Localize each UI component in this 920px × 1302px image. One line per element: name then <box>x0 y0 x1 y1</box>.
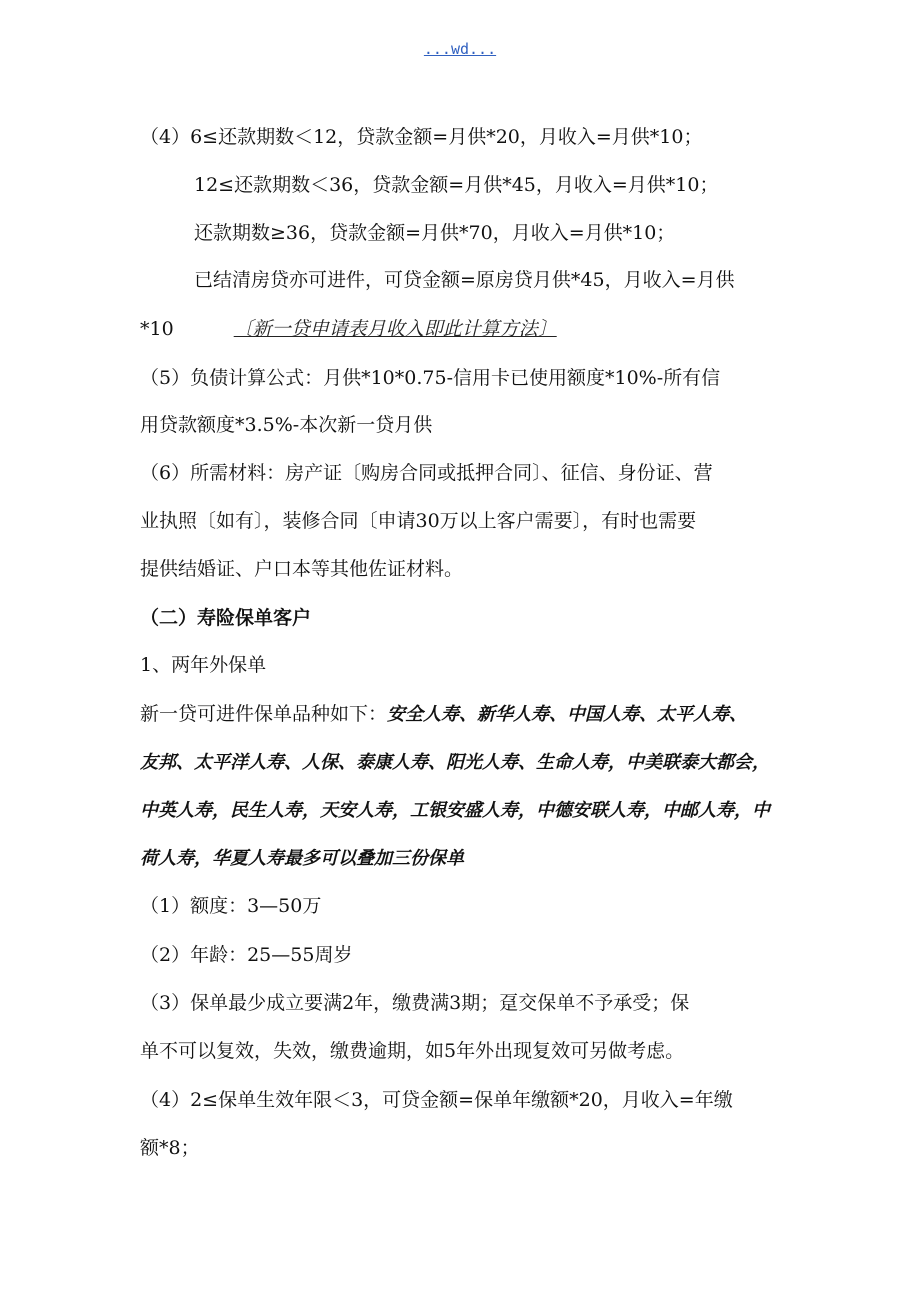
emphasis-line: 友邦、太平洋人寿、人保、泰康人寿、阳光人寿、生命人寿，中美联泰大都会， <box>140 752 770 773</box>
text-line: （1）额度：3—50万 <box>140 895 322 917</box>
text-line: 额*8； <box>140 1137 200 1159</box>
text-line: 提供结婚证、户口本等其他佐证材料。 <box>140 558 464 580</box>
text-line: 已结清房贷亦可进件，可贷金额=原房贷月供*45，月收入=月供 <box>194 269 735 291</box>
text-fragment: 新一贷可进件保单品种如下： <box>140 703 388 725</box>
text-line <box>140 316 557 342</box>
emphasis-line: 中英人寿，民生人寿，天安人寿，工银安盛人寿，中德安联人寿，中邮人寿，中 <box>140 800 770 821</box>
section-heading: （二）寿险保单客户 <box>140 607 312 629</box>
text-line: （5）负债计算公式：月供*10*0.75-信用卡已使用额度*10%-所有信 <box>140 367 721 389</box>
text-line: （6）所需材料：房产证〔购房合同或抵押合同〕、征信、身份证、营 <box>140 462 713 484</box>
subsection-heading: 1、两年外保单 <box>140 654 267 676</box>
text-line: 用贷款额度*3.5%-本次新一贷月供 <box>140 414 433 436</box>
note-text: 〔新一贷申请表月收入即此计算方法〕 <box>233 318 557 340</box>
text-line: （3）保单最少成立要满2年，缴费满3期；趸交保单不予承受；保 <box>140 992 690 1014</box>
emphasis-text: 安全人寿、新华人寿、中国人寿、太平人寿、 <box>387 704 748 725</box>
text-line: 业执照〔如有〕，装修合同〔申请30万以上客户需要〕，有时也需要 <box>140 510 697 532</box>
emphasis-line: 荷人寿，华夏人寿最多可以叠加三份保单 <box>140 848 464 869</box>
text-fragment: *10 <box>140 318 174 340</box>
text-line: 还款期数≥36，贷款金额=月供*70，月收入=月供*10； <box>194 222 676 244</box>
text-line: （2）年龄：25—55周岁 <box>140 944 353 966</box>
page-header: ...wd... <box>423 40 497 58</box>
text-line: （4）2≤保单生效年限＜3，可贷金额=保单年缴额*20，月收入=年缴 <box>140 1089 733 1111</box>
text-line: 单不可以复效，失效，缴费逾期，如5年外出现复效可另做考虑。 <box>140 1040 685 1062</box>
text-line <box>140 701 747 728</box>
text-line: （4）6≤还款期数＜12，贷款金额=月供*20，月收入=月供*10； <box>140 126 703 148</box>
text-line: 12≤还款期数＜36，贷款金额=月供*45，月收入=月供*10； <box>194 174 719 196</box>
